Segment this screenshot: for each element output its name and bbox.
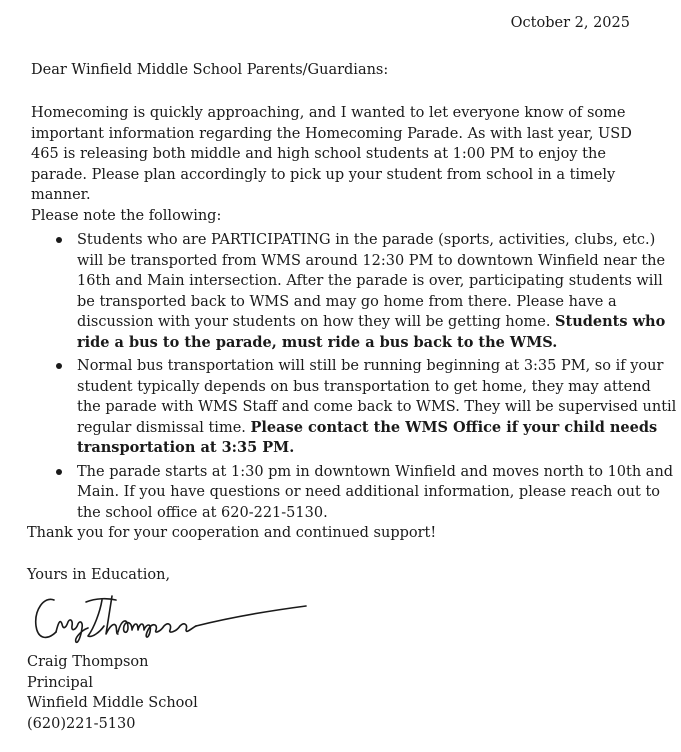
- closing-line: Yours in Education,: [27, 567, 171, 583]
- letter-date: October 2, 2025: [510, 15, 630, 31]
- bullet-item-participating: [77, 230, 677, 353]
- bullet-icon: [56, 363, 62, 369]
- bullet-item-parade-route: [77, 462, 677, 524]
- signer-school: Winfield Middle School: [27, 695, 198, 711]
- bullet-text: Normal bus transportation will still be running beginning at 3:35 PM, so if your student typically depends on bus transportation to get home, they may attend the parade with WMS Staff and come back to WMS. They will be supervised until regular dismissal time.: [77, 358, 677, 436]
- bullet-icon: [56, 469, 62, 475]
- note-heading: Please note the following:: [31, 208, 222, 224]
- thanks-line: Thank you for your cooperation and continued support!: [27, 525, 437, 541]
- signer-phone: (620)221-5130: [27, 715, 136, 732]
- bullet-icon: [56, 237, 62, 243]
- intro-paragraph: Homecoming is quickly approaching, and I wanted to let everyone know of some important information regarding the Homecoming Parade. As with last year, USD 465 is releasing both middle and high school students at 1:00 PM to enjoy the parade. Please plan accordingly to pick up your student from school in a timely manner.: [31, 105, 632, 203]
- bullet-text: The parade starts at 1:30 pm in downtown Winfield and moves north to 10th and Main. If you have questions or need additional information, please reach out to the school office at 620-221-5130.: [77, 463, 674, 521]
- bullet-item-bus-transportation: [77, 356, 677, 459]
- signer-name: Craig Thompson: [27, 654, 149, 670]
- bullet-bold-text: Please contact the WMS Office if your child needs transportation at 3:35 PM.: [77, 418, 658, 456]
- salutation: Dear Winfield Middle School Parents/Guardians:: [31, 62, 389, 78]
- handwritten-signature: [30, 588, 310, 648]
- signature-block: [27, 652, 198, 734]
- signer-title: Principal: [27, 674, 93, 691]
- bullet-bold-text: Students who ride a bus to the parade, must ride a bus back to the WMS.: [77, 313, 666, 351]
- bullet-list: [55, 230, 677, 526]
- bullet-text: Students who are PARTICIPATING in the parade (sports, activities, clubs, etc.) will be transported from WMS around 12:30 PM to downtown Winfield near the 16th and Main intersection. After the parade is over, participating students will be transported back to WMS and may go home from there. Please have a discussion with your students on how they will be getting home.: [77, 232, 666, 330]
